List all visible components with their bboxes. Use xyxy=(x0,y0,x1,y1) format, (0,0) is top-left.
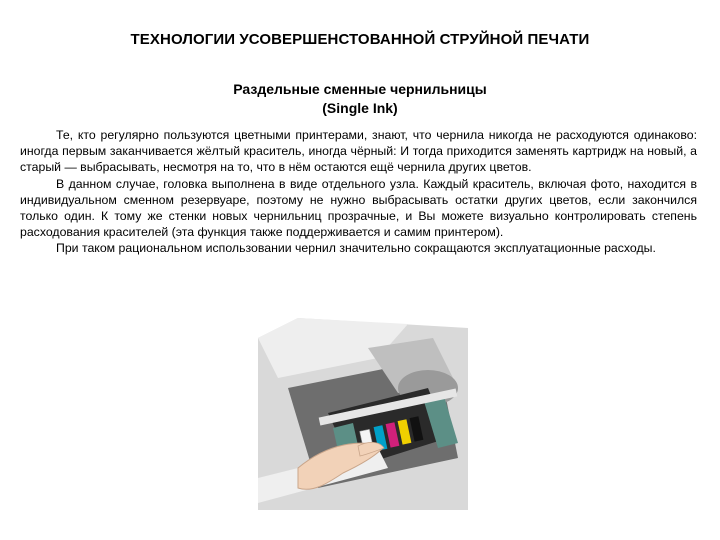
section-subtitle xyxy=(0,80,720,118)
printer-cartridge-illustration xyxy=(258,318,468,510)
paragraph-2: В данном случае, головка выполнена в виде отдельного узла. Каждый краситель, включая фото, находится в индивидуальном сменном резервуаре, поэтому не нужно выбрасывать остатки других цветов, если закончился только один. К тому же стенки новых чернильниц прозрачные, и Вы можете визуально контролировать степень расходования красителей (эта функция также поддерживается и самим принтером). xyxy=(20,176,697,240)
paragraph-1: Те, кто регулярно пользуются цветными принтерами, знают, что чернила никогда не расходуются одинаково: иногда первым заканчивается жёлтый краситель, иногда чёрный: И тогда приходится заменять картридж на новый, а старый — выбрасывать, несмотря на то, что в нём остаются ещё чернила других цветов. xyxy=(20,128,697,175)
subtitle-line-2: (Single Ink) xyxy=(322,100,398,116)
page-title: ТЕХНОЛОГИИ УСОВЕРШЕНСТОВАННОЙ СТРУЙНОЙ ПЕЧАТИ xyxy=(130,31,590,48)
paragraph-3: При таком рациональном использовании чернил значительно сокращаются эксплуатационные расходы. xyxy=(56,241,656,256)
subtitle-line-1: Раздельные сменные чернильницы xyxy=(233,81,487,97)
body-text xyxy=(20,127,697,257)
